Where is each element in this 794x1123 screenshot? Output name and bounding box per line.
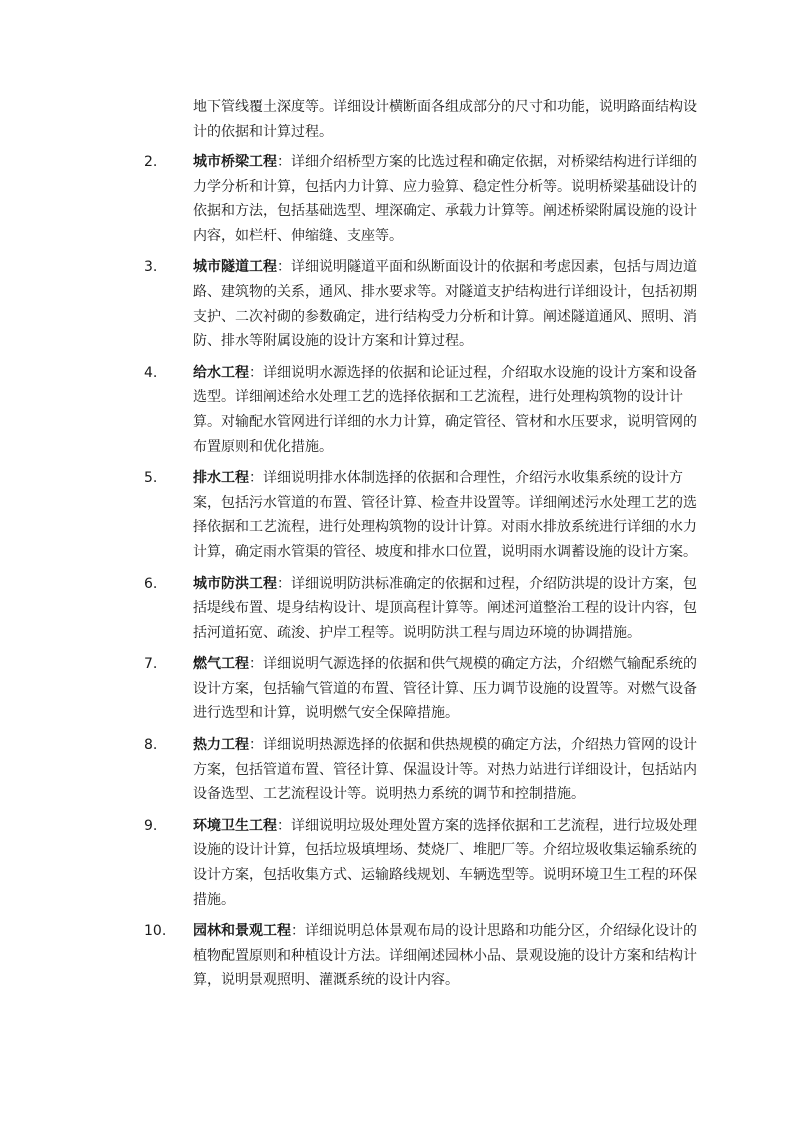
list-item-title: 给水工程 [193,364,249,381]
list-item-title: 城市隧道工程 [193,259,277,276]
list-item-text: 详细说明热源选择的依据和供热规模的确定方法，介绍热力管网的设计方案，包括管道布置、管径计算、保温设计等。对热力站进行详细设计，包括站内设备选型、工艺流程设计等。说明热力系统的调节和控制措施。 [193,737,697,803]
list-item-title: 热力工程 [193,737,249,754]
list-item-text: 详细说明垃圾处理处置方案的选择依据和工艺流程，进行垃圾处理设施的设计计算，包括垃圾填埋场、焚烧厂、堆肥厂等。介绍垃圾收集运输系统的设计方案，包括收集方式、运输路线规划、车辆选型等。说明环境卫生工程的环保措施。 [193,817,697,908]
list-item-number: 10. [144,923,167,940]
list-item-body [193,150,705,248]
list-item-text: 详细说明水源选择的依据和论证过程，介绍取水设施的设计方案和设备选型。详细阐述给水处理工艺的选择依据和工艺流程，进行处理构筑物的设计计算。对输配水管网进行详细的水力计算，确定管径、管材和水压要求，说明管网的布置原则和优化措施。 [193,364,697,455]
list-item-bridge [0,150,794,248]
list-item-body [193,466,705,564]
list-item-text: 详细说明排水体制选择的依据和合理性，介绍污水收集系统的设计方案，包括污水管道的布置、管径计算、检查井设置等。详细阐述污水处理工艺的选择依据和工艺流程，进行处理构筑物的设计计算。对雨水排放系统进行详细的水力计算，确定雨水管渠的管径、坡度和排水口位置，说明雨水调蓄设施的设计方案。 [193,470,697,560]
list-item-title: 环境卫生工程 [193,817,277,834]
list-item-title: 城市防洪工程 [193,575,277,592]
list-item-gas [0,652,794,726]
list-item-text: 详细说明隧道平面和纵断面设计的依据和考虑因素，包括与周边道路、建筑物的关系，通风、排水要求等。对隧道支护结构进行详细设计，包括初期支护、二次衬砌的参数确定，进行结构受力分析和计算。阐述隧道通风、照明、消防、排水等附属设施的设计方案和计算过程。 [193,259,697,350]
list-item-colon: ： [277,154,291,170]
list-item-number: 7. [144,656,158,673]
list-item-text: 详细说明气源选择的依据和供气规模的确定方法，介绍燃气输配系统的设计方案，包括输气管道的布置、管径计算、压力调节设施的设置等。对燃气设备进行选型和计算，说明燃气安全保障措施。 [193,656,697,722]
list-item-number: 2. [144,154,158,170]
list-item-colon: ： [249,737,263,754]
list-item-number: 9. [144,817,158,834]
list-item-colon: ： [291,923,305,940]
list-item-body [193,255,705,353]
list-item-title: 燃气工程 [193,656,249,673]
list-item-tunnel [0,255,794,353]
list-item-title: 园林和景观工程 [193,923,291,940]
list-item-water-supply [0,361,794,459]
list-item-colon: ： [277,575,291,592]
list-item-colon: ： [249,470,263,487]
list-item-number: 3. [144,259,158,276]
list-item-landscape [0,919,794,993]
list-item-colon: ： [249,656,263,673]
list-item-colon: ： [277,817,291,834]
list-item-number: 8. [144,737,158,754]
list-item-colon: ： [249,364,263,381]
list-item-number: 5. [144,470,158,487]
list-item-body [193,361,705,459]
list-item-title: 城市桥梁工程 [193,154,277,170]
list-item-text: 详细说明总体景观布局的设计思路和功能分区，介绍绿化设计的植物配置原则和种植设计方法。详细阐述园林小品、景观设施的设计方案和结构计算，说明景观照明、灌溉系统的设计内容。 [193,923,697,989]
list-item-body [193,733,705,807]
list-item-colon: ： [277,259,291,276]
list-item-number: 6. [144,575,158,592]
list-item-sanitation [0,814,794,912]
list-item-body [193,652,705,726]
list-item-body [193,572,705,646]
list-item-body [193,919,705,993]
list-item-text: 详细说明防洪标准确定的依据和过程，介绍防洪堤的设计方案，包括堤线布置、堤身结构设计、堤顶高程计算等。阐述河道整治工程的设计内容，包括河道拓宽、疏浚、护岸工程等。说明防洪工程与周边环境的协调措施。 [193,575,697,641]
list-item-number: 4. [144,364,158,381]
numbered-list [0,150,794,1000]
list-item-title: 排水工程 [193,470,249,487]
list-item-heating [0,733,794,807]
list-item-body [193,814,705,912]
list-item-flood-control [0,572,794,646]
list-item-text: 详细介绍桥型方案的比选过程和确定依据，对桥梁结构进行详细的力学分析和计算，包括内力计算、应力验算、稳定性分析等。说明桥梁基础设计的依据和方法，包括基础选型、埋深确定、承载力计算等。阐述桥梁附属设施的设计内容，如栏杆、伸缩缝、支座等。 [193,154,697,244]
list-item-drainage [0,466,794,564]
intro-paragraph: 地下管线覆土深度等。详细设计横断面各组成部分的尺寸和功能，说明路面结构设计的依据和计算过程。 [193,99,697,140]
